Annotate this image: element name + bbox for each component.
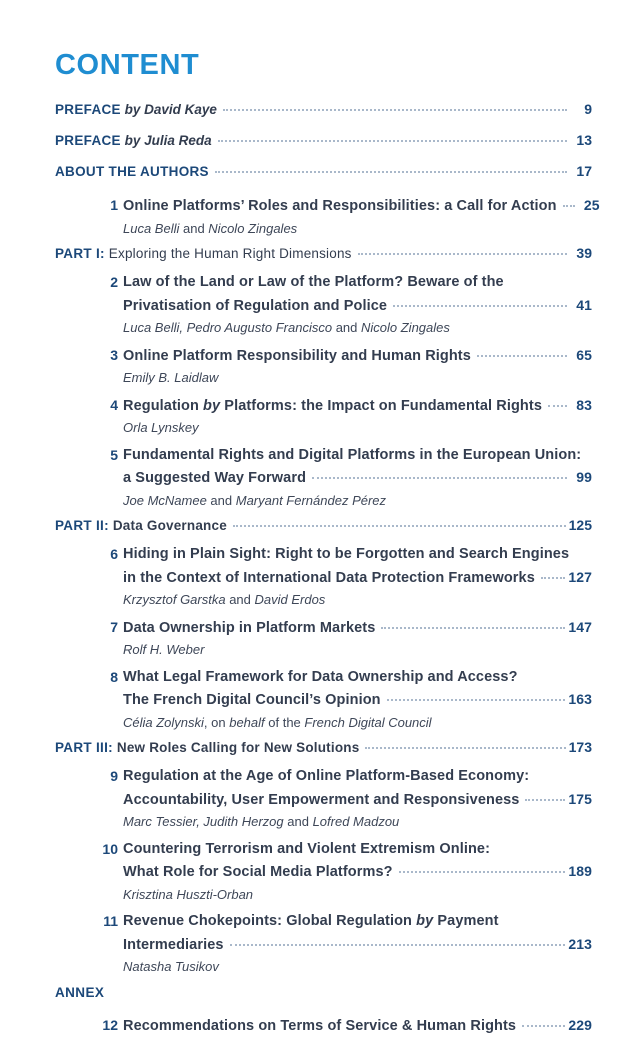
chapter-content [123, 910, 592, 978]
chapter-title-line [123, 838, 592, 861]
title-segment-italic: by [416, 913, 434, 929]
dot-leader [218, 140, 567, 142]
author-segment-italic: Orla Lynskey [123, 420, 199, 435]
toc-entry-chapter [55, 271, 592, 339]
page-number: 163 [568, 691, 592, 707]
page-number: 13 [576, 132, 592, 148]
chapter-title-line [123, 566, 592, 590]
front-label: ABOUT THE AUTHORS [55, 164, 209, 179]
title-segment: The French Digital Council’s Opinion [123, 692, 381, 708]
author-segment: and [283, 814, 313, 829]
title-segment: Payment [433, 913, 499, 929]
title-segment: Law of the Land or Law of the Platform? Beware of the [123, 274, 504, 290]
chapter-authors [123, 884, 592, 906]
dot-leader [563, 205, 575, 207]
toc-entry-chapter [55, 616, 592, 661]
chapter-title-line [123, 194, 600, 218]
chapter-title-line [123, 271, 592, 294]
toc-entry-annex [55, 984, 592, 1001]
chapter-number: 8 [110, 668, 118, 685]
chapter-authors [123, 218, 592, 240]
dot-leader [381, 627, 565, 629]
toc-list [55, 101, 600, 1037]
author-segment: and [332, 320, 361, 335]
title-segment: Revenue Chokepoints: Global Regulation [123, 913, 417, 929]
toc-entry-chapter [55, 394, 592, 439]
chapter-title-text [123, 567, 535, 590]
toc-entry-chapter [55, 765, 592, 833]
chapter-content [123, 271, 592, 339]
toc-entry-chapter [55, 838, 592, 906]
toc-entry-front [55, 101, 592, 118]
chapter-number: 7 [110, 618, 118, 635]
page-number: 17 [576, 163, 592, 179]
dot-leader [477, 355, 567, 357]
author-segment: and [206, 492, 236, 508]
chapter-authors [123, 490, 592, 512]
page-number: 229 [568, 1016, 592, 1033]
toc-entry-part [55, 244, 592, 263]
title-segment: in the Context of International Data Protection Frameworks [123, 569, 535, 586]
author-segment-italic: Nicolo Zingales [208, 220, 298, 236]
chapter-authors [123, 317, 592, 339]
title-segment: Platforms: the Impact on Fundamental Rights [220, 397, 542, 414]
chapter-title-line [123, 666, 592, 689]
author-segment-italic: David Erdos [254, 592, 326, 607]
title-segment: Intermediaries [123, 936, 224, 953]
chapter-content [123, 1014, 592, 1038]
chapter-title-line [123, 765, 592, 788]
dot-leader [541, 577, 565, 579]
author-segment-italic: Joe McNamee [123, 492, 207, 508]
dot-leader [223, 109, 567, 111]
author-segment: of the [264, 714, 305, 730]
title-segment: Countering Terrorism and Violent Extremism Online: [123, 840, 491, 857]
chapter-title-text [123, 467, 306, 490]
toc-entry-part [55, 738, 592, 757]
toc-entry-chapter [55, 910, 592, 978]
title-segment: What Role for Social Media Platforms? [123, 864, 393, 880]
chapter-authors [123, 956, 592, 978]
author-segment: and [225, 592, 255, 607]
part-title: New Roles Calling for New Solutions [112, 740, 360, 755]
dot-leader [387, 699, 566, 701]
chapter-title-text [123, 195, 557, 218]
toc-entry-front [55, 163, 592, 180]
front-byline: by Julia Reda [120, 133, 212, 148]
page-number: 39 [576, 245, 592, 261]
author-segment-italic: Rolf H. Weber [123, 642, 205, 657]
front-label: PREFACE [55, 102, 121, 117]
toc-entry-chapter [55, 666, 592, 734]
title-segment: Hiding in Plain Sight: Right to be Forgotten and Search Engines [123, 546, 570, 562]
author-segment-italic: Maryant Fernández Pérez [235, 492, 387, 508]
chapter-title-text [123, 395, 542, 418]
page-number: 189 [568, 863, 592, 879]
toc-entry-part [55, 516, 592, 535]
author-segment-italic: behalf [229, 714, 265, 730]
chapter-content [123, 666, 592, 734]
author-segment-italic: Luca Belli, Pedro Augusto Francisco [123, 320, 333, 335]
author-segment-italic: Nicolo Zingales [361, 320, 450, 335]
toc-entry-chapter [55, 1014, 592, 1038]
toc-entry-chapter [55, 194, 600, 239]
dot-leader [548, 405, 567, 407]
dot-leader [233, 525, 566, 527]
chapter-authors [123, 712, 592, 734]
chapter-title-line [123, 543, 592, 566]
chapter-title-line [123, 344, 592, 368]
toc-entry-chapter [55, 444, 592, 512]
page-number: 25 [583, 197, 600, 213]
chapter-title-text [123, 689, 381, 712]
chapter-content [123, 344, 592, 389]
dot-leader [312, 477, 567, 479]
chapter-title-text [123, 617, 375, 640]
page-number: 127 [568, 568, 592, 585]
chapter-authors [123, 811, 592, 833]
author-segment-italic: Krzysztof Garstka [123, 592, 226, 607]
page-number: 83 [576, 396, 592, 413]
page-number: 65 [576, 346, 592, 363]
page-number: 175 [568, 790, 592, 807]
chapter-content [123, 394, 592, 439]
chapter-title-line [123, 294, 592, 318]
toc-entry-chapter [55, 543, 592, 611]
author-segment-italic: Natasha Tusikov [123, 959, 219, 974]
chapter-number: 11 [103, 913, 118, 929]
annex-label: ANNEX [55, 984, 105, 1000]
chapter-title-line [123, 933, 592, 957]
chapter-content [123, 194, 600, 239]
part-label: PART III: [55, 740, 113, 755]
dot-leader [393, 305, 567, 307]
chapter-number: 1 [110, 197, 118, 213]
title-segment: Data Ownership in Platform Markets [123, 619, 376, 636]
title-segment: Online Platforms’ Roles and Responsibilities: a Call for Action [123, 198, 557, 214]
page-title: CONTENT [55, 49, 200, 81]
chapter-title-line [123, 688, 592, 712]
chapter-title-line [123, 910, 592, 933]
author-segment-italic: Lofred Madzou [312, 814, 400, 829]
page-number: 41 [576, 296, 592, 313]
title-segment: a Suggested Way Forward [123, 470, 307, 486]
dot-leader [215, 171, 567, 173]
chapter-title-text [123, 861, 393, 884]
chapter-title-text [123, 1015, 516, 1038]
chapter-title-line [123, 466, 592, 490]
part-label: PART I: [55, 246, 105, 261]
chapter-content [123, 616, 592, 661]
dot-leader [522, 1025, 565, 1027]
page-number: 213 [568, 935, 592, 952]
part-title: Exploring the Human Right Dimensions [104, 246, 352, 261]
dot-leader [358, 253, 567, 255]
chapter-title-line [123, 394, 592, 418]
chapter-authors [123, 417, 592, 439]
chapter-content [123, 838, 592, 906]
chapter-number: 9 [110, 768, 118, 784]
chapter-title-text [123, 789, 519, 812]
chapter-title-line [123, 444, 592, 467]
dot-leader [399, 871, 566, 873]
part-label: PART II: [55, 518, 109, 533]
page-number: 173 [568, 739, 592, 755]
chapter-number: 12 [102, 1016, 118, 1033]
title-segment: Online Platform Responsibility and Human Rights [123, 347, 471, 364]
dot-leader [365, 747, 565, 749]
title-segment-italic: by [203, 397, 221, 414]
chapter-title-line [123, 616, 592, 640]
author-segment-italic: Marc Tessier, Judith Herzog [123, 814, 284, 829]
toc-entry-front [55, 132, 592, 149]
chapter-title-line [123, 788, 592, 812]
chapter-title-line [123, 1014, 592, 1038]
dot-leader [230, 944, 566, 946]
title-segment: Recommendations on Terms of Service & Human Rights [123, 1017, 517, 1034]
dot-leader [525, 799, 565, 801]
chapter-title-text [123, 295, 387, 318]
page-number: 99 [576, 469, 592, 485]
title-segment: Privatisation of Regulation and Police [123, 297, 388, 314]
chapter-title-text [123, 345, 471, 368]
chapter-title-text [123, 934, 224, 957]
front-byline: by David Kaye [120, 102, 217, 117]
chapter-content [123, 765, 592, 833]
page-number: 125 [568, 517, 592, 533]
chapter-title-line [123, 860, 592, 884]
author-segment-italic: Célia Zolynski [123, 714, 204, 730]
author-segment-italic: Emily B. Laidlaw [123, 370, 219, 385]
author-segment-italic: Krisztina Huszti-Orban [123, 886, 254, 902]
page-number: 9 [584, 101, 592, 117]
title-segment: Fundamental Rights and Digital Platforms in the European Union: [123, 446, 582, 463]
title-segment: What Legal Framework for Data Ownership and Access? [123, 668, 518, 685]
chapter-number: 6 [110, 546, 118, 562]
chapter-number: 10 [102, 840, 118, 857]
author-segment: and [179, 220, 209, 236]
front-label: PREFACE [55, 133, 121, 148]
author-segment-italic: Luca Belli [123, 220, 180, 236]
page-number: 147 [568, 618, 592, 635]
chapter-content [123, 444, 592, 512]
chapter-number: 2 [110, 274, 118, 290]
author-segment: , on [203, 714, 230, 730]
chapter-number: 5 [110, 446, 118, 463]
chapter-content [123, 543, 592, 611]
chapter-authors [123, 367, 592, 389]
toc-entry-chapter [55, 344, 592, 389]
part-title: Data Governance [108, 518, 227, 533]
title-segment: Accountability, User Empowerment and Responsiveness [123, 791, 520, 808]
author-segment-italic: French Digital Council [304, 714, 432, 730]
chapter-authors [123, 589, 592, 611]
chapter-authors [123, 639, 592, 661]
title-segment: Regulation at the Age of Online Platform-Based Economy: [123, 768, 530, 784]
chapter-number: 4 [110, 396, 118, 413]
chapter-number: 3 [110, 346, 118, 363]
title-segment: Regulation [123, 397, 204, 414]
